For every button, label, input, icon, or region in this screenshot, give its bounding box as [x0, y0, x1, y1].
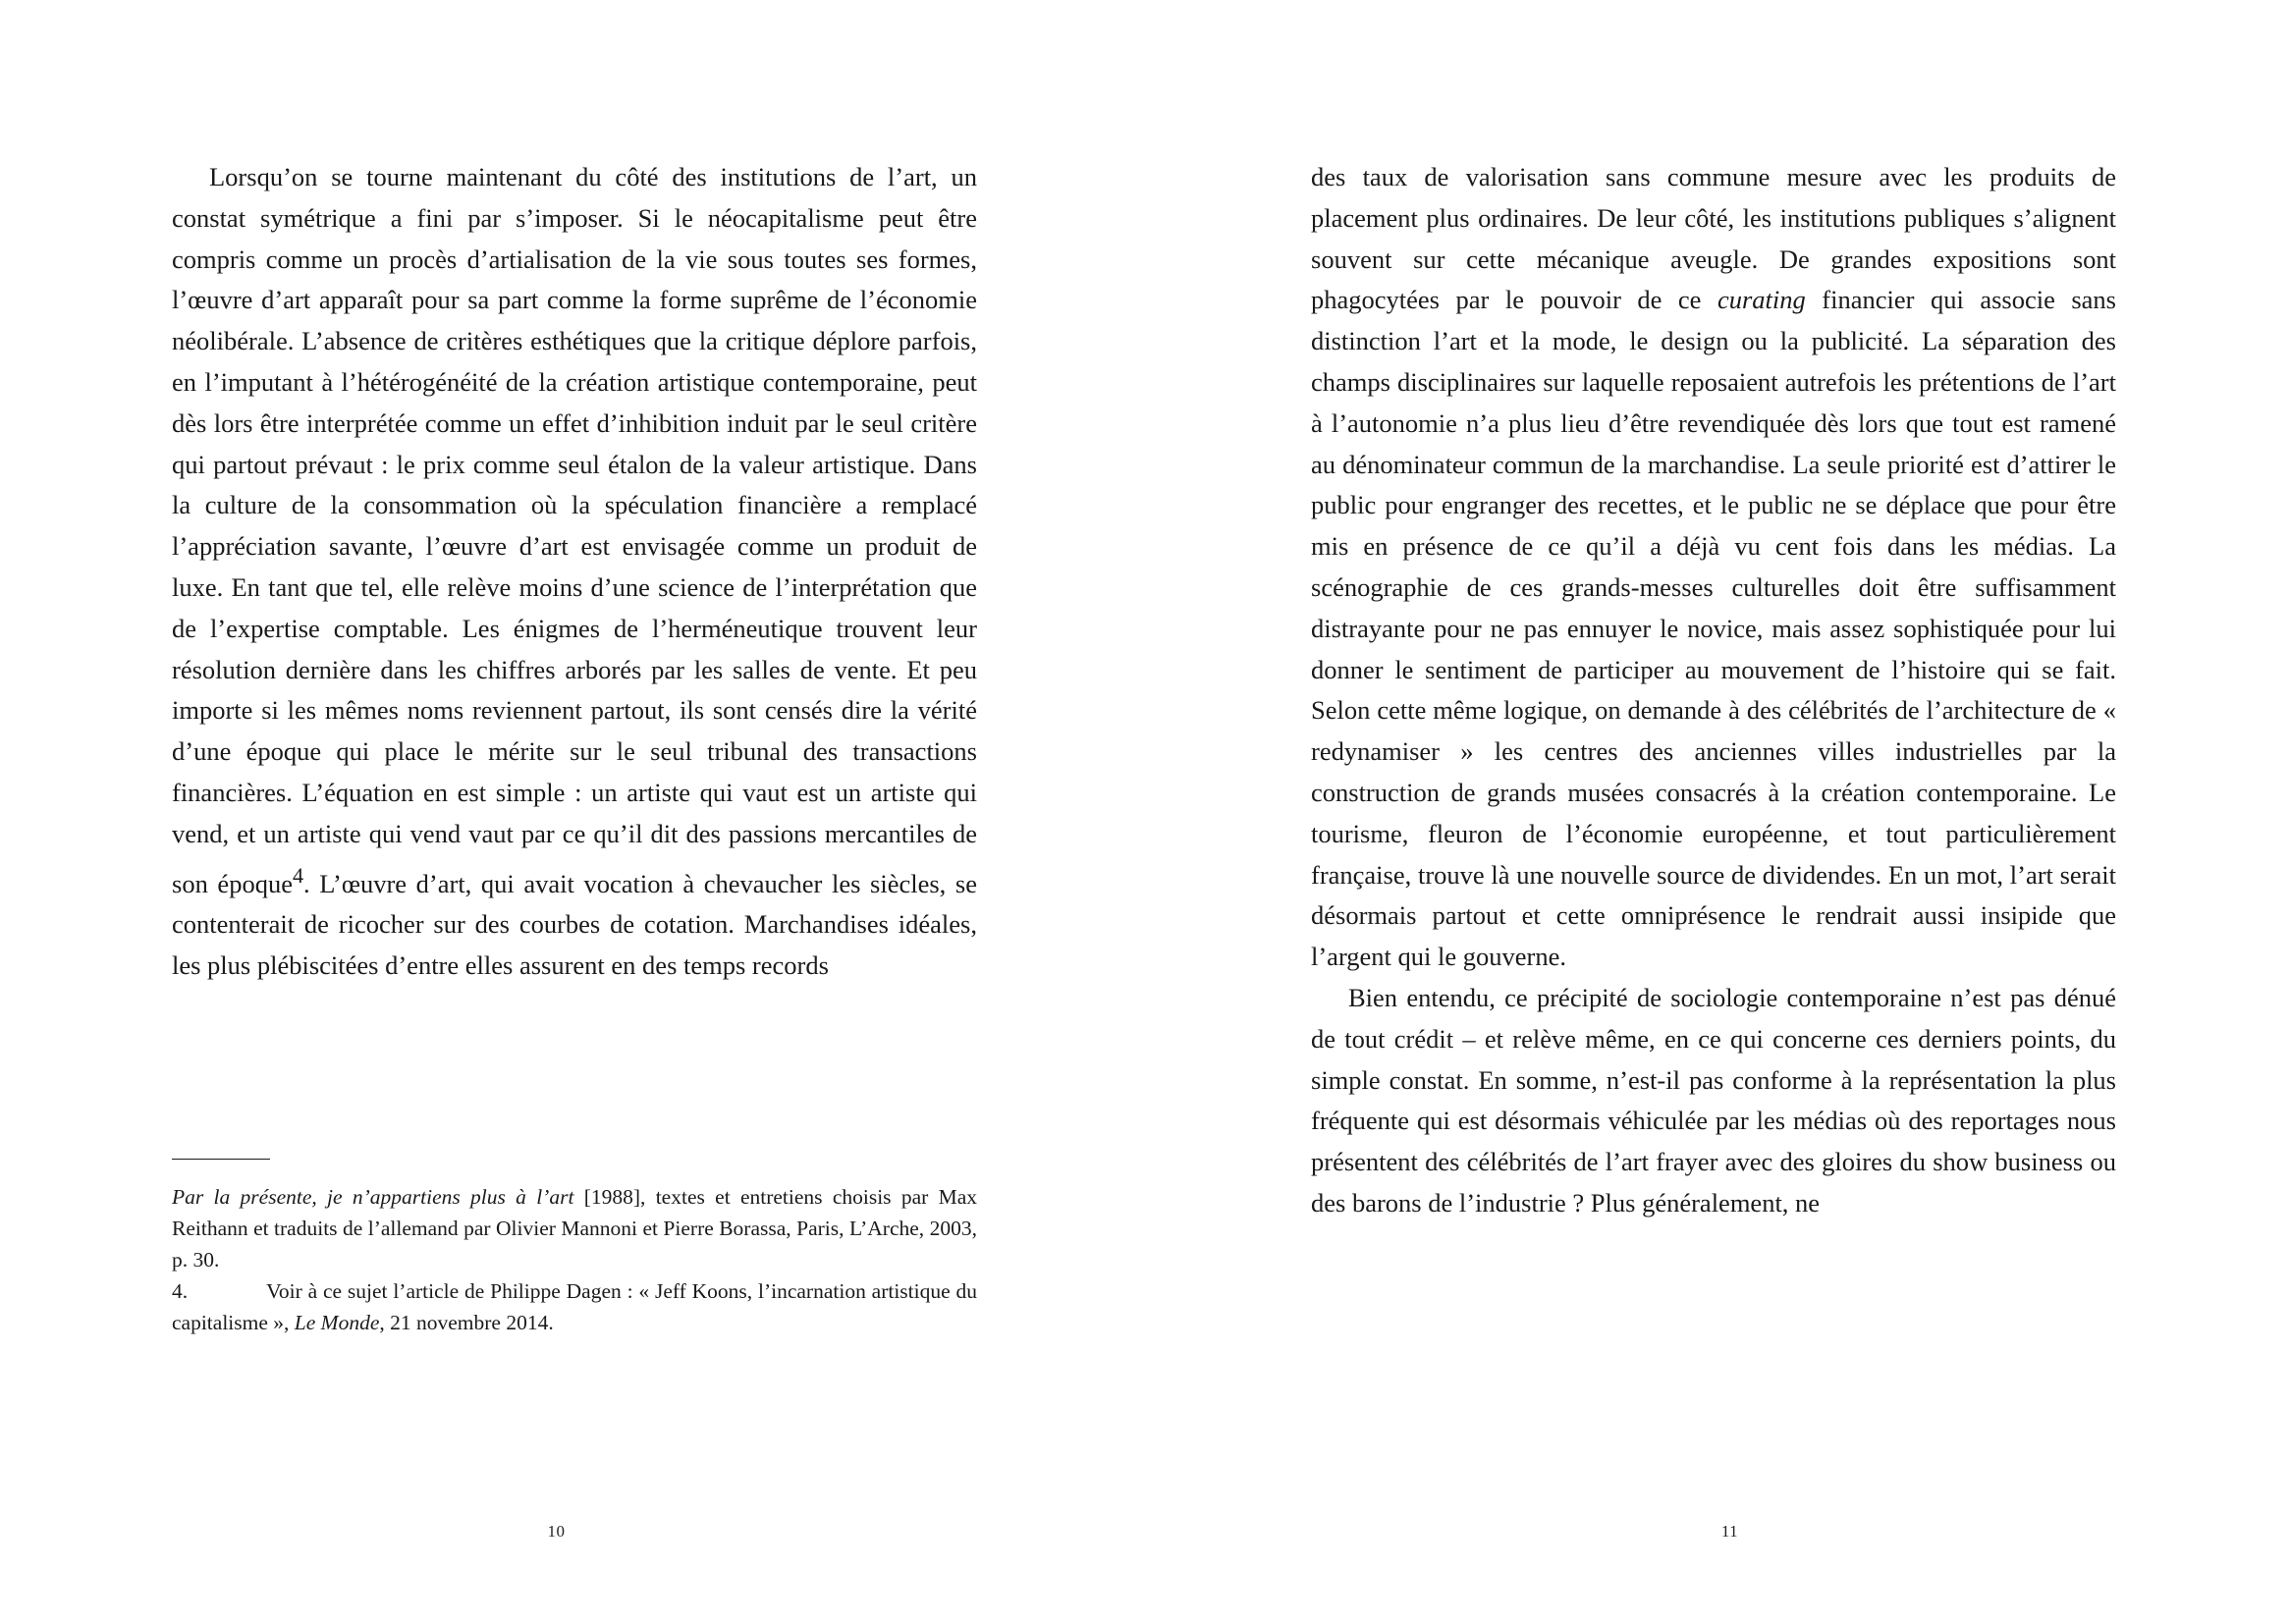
paragraph [172, 157, 977, 987]
paragraph-text-part-1: des taux de valorisation sans commune mesure avec les produits de placement plus ordinaires. De leur côté, les institutions publiques s’alignent souvent sur cette mécanique aveugle. De grandes expositions sont phagocytées par le pouvoir de ce [1311, 162, 2116, 315]
footnotes-left [172, 1159, 977, 1338]
paragraph-continuation: . L’œuvre d’art, qui avait vocation à chevaucher les siècles, se contenterait de ricocher sur des courbes de cotation. Marchandises idéales, les plus plébiscitées d’entre elles assurent en des temps records [172, 868, 977, 980]
paragraph-text-part-2: financier qui associe sans distinction l’art et la mode, le design ou la publicité. La séparation des champs disciplinaires sur laquelle reposaient autrefois les prétentions de l’art à l’autonomie n’a plus lieu d’être revendiquée dès lors que tout est ramené au dénominateur commun de la marchandise. La seule priorité est d’attirer le public pour engranger des recettes, et le public ne se déplace que pour être mis en présence de ce qu’il a déjà vu cent fois dans les médias. La scénographie de ces grands-messes culturelles doit être suffisamment distrayante pour ne pas ennuyer le novice, mais assez sophistiquée pour lui donner le sentiment de participer au mouvement de l’histoire qui se fait. Selon cette même logique, on demande à des célébrités de l’architecture de « redynamiser » les centres des anciennes villes industrielles par la construction de grands musées consacrés à la création contemporaine. Le tourisme, fleuron de l’économie européenne, et tout particulièrement française, trouve là une nouvelle source de dividendes. En un mot, l’art serait désormais partout et cette omniprésence le rendrait aussi insipide que l’argent qui le gouverne. [1311, 285, 2116, 972]
footnote-continued [172, 1181, 977, 1275]
body-text-right [1311, 157, 2116, 1224]
page-number-left: 10 [547, 1522, 566, 1541]
paragraph-italic-term: curating [1717, 285, 1806, 315]
footnote-number: 4. [172, 1279, 189, 1303]
footnote-text: [1988], textes et entretiens choisis par Max Reithann et traduits de l’allemand par Olivier Mannoni et Pierre Borassa, Paris, L’Arche, 2003, p. 30. [172, 1185, 977, 1272]
footnote-text-after: , 21 novembre 2014. [379, 1311, 554, 1334]
footnote-reference[interactable]: 4 [292, 862, 303, 888]
footnote-4 [172, 1275, 977, 1338]
footnote-text-before: Voir à ce sujet l’article de Philippe Dagen : « Jeff Koons, l’incarnation artistique du capitalisme », [172, 1279, 977, 1334]
footnote-italic-title: Par la présente, je n’appartiens plus à l’art [172, 1185, 574, 1209]
footnote-separator-rule [172, 1159, 270, 1160]
page-left [0, 0, 1144, 1624]
page-right [1144, 0, 2288, 1624]
paragraph-text: Lorsqu’on se tourne maintenant du côté des institutions de l’art, un constat symétrique a fini par s’imposer. Si le néocapitalisme peut être compris comme un procès d’artialisation de la vie sous toutes ses formes, l’œuvre d’art apparaît pour sa part comme la forme suprême de l’économie néolibérale. L’absence de critères esthétiques que la critique déplore parfois, en l’imputant à l’hétérogénéité de la création artistique contemporaine, peut dès lors être interprétée comme un effet d’inhibition induit par le seul critère qui partout prévaut : le prix comme seul étalon de la valeur artistique. Dans la culture de la consommation où la spéculation financière a remplacé l’appréciation savante, l’œuvre d’art est envisagée comme un produit de luxe. En tant que tel, elle relève moins d’une science de l’interprétation que de l’expertise comptable. Les énigmes de l’herméneutique trouvent leur résolution dernière dans les chiffres arborés par les salles de vente. Et peu importe si les mêmes noms reviennent partout, ils sont censés dire la vérité d’une époque qui place le mérite sur le seul tribunal des transactions financières. L’équation en est simple : un artiste qui vaut est un artiste qui vend, et un artiste qui vend vaut par ce qu’il dit des passions mercantiles de son époque [172, 162, 977, 898]
page-number-right: 11 [1720, 1522, 1739, 1541]
paragraph: Bien entendu, ce précipité de sociologie contemporaine n’est pas dénué de tout crédit – et relève même, en ce qui concerne ces derniers points, du simple constat. En somme, n’est-il pas conforme à la représentation la plus fréquente qui est désormais véhiculée par les médias où des reportages nous présentent des célébrités de l’art frayer avec des gloires du show business ou des barons de l’industrie ? Plus généralement, ne [1311, 982, 2116, 1218]
paragraph [1311, 157, 2116, 978]
footnote-source-italic: Le Monde [294, 1311, 380, 1334]
body-text-left [172, 157, 977, 987]
